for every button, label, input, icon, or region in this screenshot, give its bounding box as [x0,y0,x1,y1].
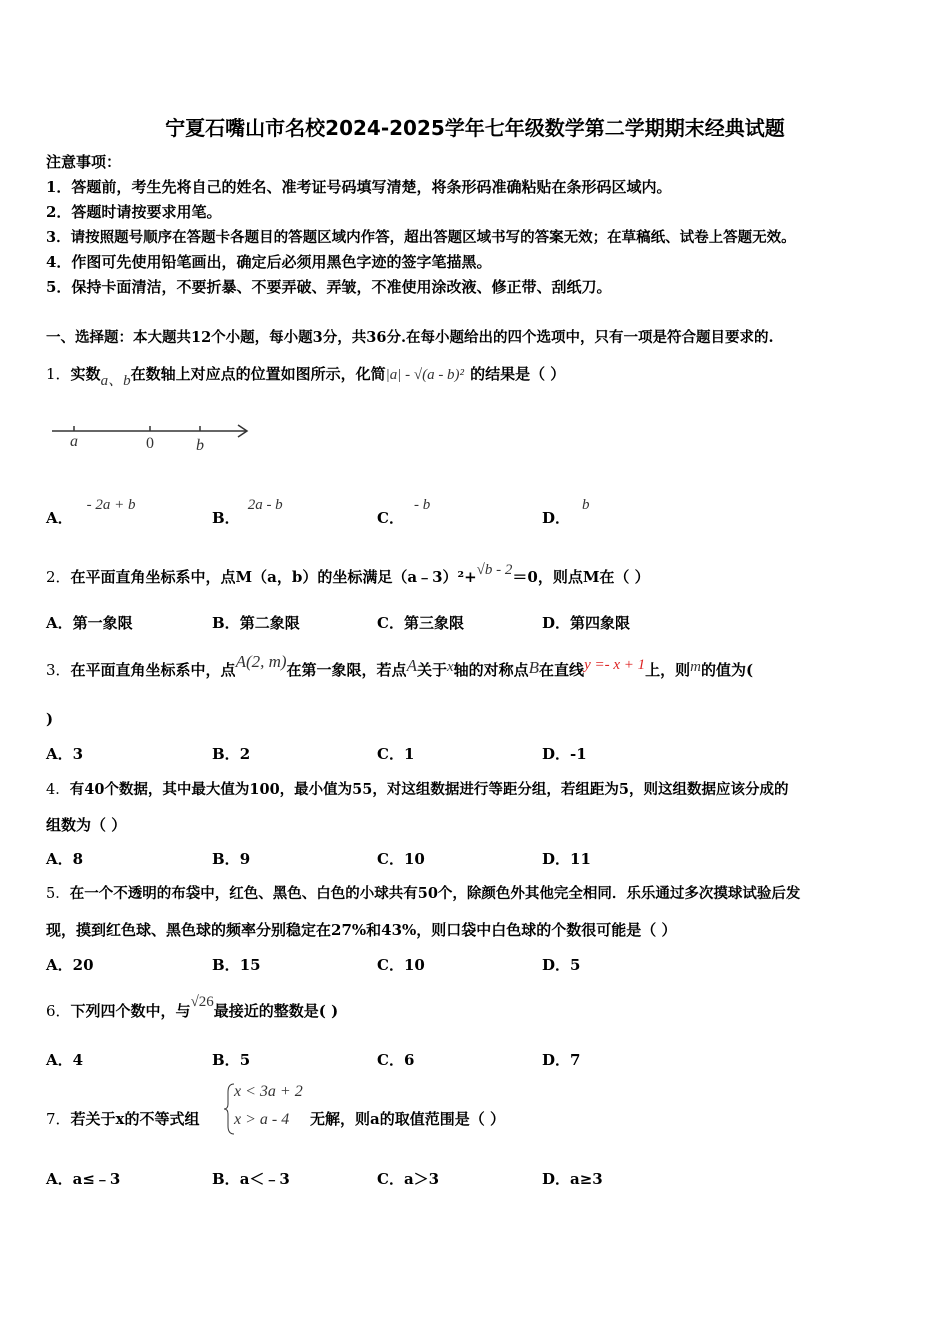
question-number: 3． [46,661,71,679]
page-title: 宁夏石嘴山市名校2024-2025学年七年级数学第二学期期末经典试题 [165,116,785,140]
q3-text: 轴的对称点 [453,661,529,679]
q3-math-point-a: A(2, m) [235,652,287,671]
q3-text: 在直线 [539,661,585,679]
q3-option-b[interactable]: B．2 [212,745,251,763]
q7-option-a[interactable]: A．a≤﹣3 [46,1170,121,1188]
q3-text: 上，则 [645,661,691,679]
q2-option-d[interactable]: D．第四象限 [542,614,631,632]
q3-math-line: y =- x + 1 [584,657,646,673]
q4-option-b[interactable]: B．9 [212,850,251,868]
inequality-2: x > a - 4 [234,1111,290,1128]
q2-text: ＝0，则点M在（ ） [512,568,650,586]
q4-text: 有40个数据，其中最大值为100，最小值为55，对这组数据进行等距分组，若组距为5，则这组数据应该分成的 [69,781,789,798]
section-heading: 一、选择题：本大题共12个小题，每小题3分，共36分.在每小题给出的四个选项中，只有一项是符合题目要求的. [46,329,774,346]
q5-text: 在一个不透明的布袋中，红色、黑色、白色的小球共有50个，除颜色外其他完全相同．乐乐通过多次摸球试验后发 [69,885,801,902]
q3-text: 在平面直角坐标系中，点 [70,661,236,679]
q5-text-line2: 现，摸到红色球、黑色球的频率分别稳定在27%和43%，则口袋中白色球的个数很可能是（ ） [46,921,677,939]
q1-text: 实数 [70,365,101,383]
axis-label-a: a [70,433,78,450]
notice-item: 4．作图可先使用铅笔画出，确定后必须用黑色字迹的签字笔描黑。 [46,253,492,271]
inequality-system [224,1082,314,1136]
question-1 [46,363,566,389]
q5-option-c[interactable]: C．10 [377,956,425,974]
q2-option-b[interactable]: B．第二象限 [212,614,300,632]
q1-math-ab: a、b [100,373,131,389]
axis-label-zero: 0 [146,435,154,452]
q3-option-a[interactable]: A．3 [46,745,84,763]
q3-paren: ) [46,710,54,728]
q4-text-line2: 组数为（ ） [46,816,127,834]
q6-option-a[interactable]: A．4 [46,1051,84,1069]
q3-math-a: A [406,656,417,675]
q4-option-c[interactable]: C．10 [377,850,425,868]
question-number: 1． [46,365,71,383]
q6-text: 下列四个数中，与 [70,1002,191,1020]
question-number: 6． [46,1002,71,1020]
q7-option-d[interactable]: D．a≥3 [542,1170,603,1188]
q4-option-d[interactable]: D．11 [542,850,591,868]
q6-option-c[interactable]: C．6 [377,1051,415,1069]
q1-option-c[interactable]: C．- b [377,497,431,527]
q7-text: 若关于x的不等式组 [70,1110,200,1128]
q3-math-m: m [690,659,701,675]
axis-label-b: b [196,437,204,454]
inequality-1: x < 3a + 2 [234,1083,303,1100]
q3-option-d[interactable]: D．-1 [542,745,587,763]
q6-option-b[interactable]: B．5 [212,1051,251,1069]
q2-text: 在平面直角坐标系中，点M（a，b）的坐标满足（a﹣3）²+ [70,568,477,586]
q2-option-a[interactable]: A．第一象限 [46,614,133,632]
q3-math-b: B [528,658,540,677]
q7-option-b[interactable]: B．a＜﹣3 [212,1170,290,1188]
q7-text-tail: 无解，则a的取值范围是（ ） [310,1110,505,1128]
q1-text: 的结果是（ ） [470,365,566,383]
q5-option-d[interactable]: D．5 [542,956,581,974]
question-3 [46,652,754,680]
question-number: 4． [46,782,70,798]
q3-text: 关于 [416,661,447,679]
q3-math-x: x [446,659,454,675]
question-2 [46,562,650,587]
q2-option-c[interactable]: C．第三象限 [377,614,464,632]
notice-item: 1．答题前，考生先将自己的姓名、准考证号码填写清楚，将条形码准确粘贴在条形码区域内。 [46,178,672,196]
q1-math-expression: |a| - √(a - b)² [385,367,465,383]
question-number: 7． [46,1110,71,1128]
question-4 [46,778,788,799]
q1-text: 在数轴上对应点的位置如图所示，化简 [130,365,386,383]
q6-option-d[interactable]: D．7 [542,1051,581,1069]
question-7 [46,1108,200,1129]
question-5 [46,882,800,903]
q3-text: 的值为( [700,661,754,679]
notice-item: 5．保持卡面清洁，不要折暴、不要弄破、弄皱，不准使用涂改液、修正带、刮纸刀。 [46,278,612,296]
q1-option-b[interactable]: B．2a - b [212,497,283,527]
notice-item: 2．答题时请按要求用笔。 [46,203,222,221]
q1-option-a[interactable]: A．- 2a + b [46,497,136,527]
q3-option-c[interactable]: C．1 [377,745,415,763]
q6-math-sqrt26: √26 [190,994,214,1010]
q2-math-sqrt: √b - 2 [476,562,513,578]
number-line [48,418,258,458]
notice-heading: 注意事项： [46,153,122,171]
q5-option-a[interactable]: A．20 [46,956,94,974]
question-6 [46,994,339,1021]
q3-text: 在第一象限，若点 [286,661,407,679]
q1-option-d[interactable]: D．b [542,497,590,527]
question-number: 5． [46,886,70,902]
q6-text: 最接近的整数是( ) [213,1002,339,1020]
q7-option-c[interactable]: C．a＞3 [377,1170,440,1188]
q5-option-b[interactable]: B．15 [212,956,261,974]
q4-option-a[interactable]: A．8 [46,850,84,868]
notice-item: 3．请按照题号顺序在答题卡各题目的答题区域内作答，超出答题区域书写的答案无效；在草稿纸、试卷上答题无效。 [46,229,796,246]
question-number: 2． [46,568,71,586]
